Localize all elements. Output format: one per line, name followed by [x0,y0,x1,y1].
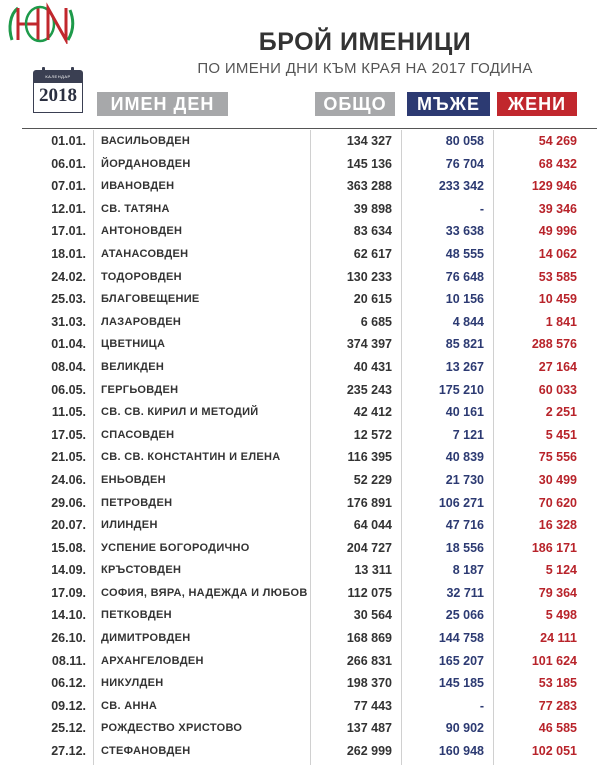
row-name-day: СВ. АННА [101,699,158,712]
row-women: 288 576 [531,337,577,352]
table-row [0,650,605,673]
row-total: 134 327 [346,134,392,148]
row-women: 60 033 [538,382,577,397]
row-date: 24.02. [51,269,86,284]
table-row [0,379,605,402]
row-women: 54 269 [538,134,577,148]
row-date: 18.01. [51,246,86,261]
row-date: 21.05. [51,450,86,465]
table-row [0,243,605,266]
row-women: 79 364 [538,585,577,600]
row-women: 14 062 [538,246,577,261]
row-men: 21 730 [445,472,484,487]
row-women: 27 164 [538,359,577,374]
row-date: 09.12. [51,698,86,713]
row-men: 47 716 [445,518,484,533]
table-row [0,356,605,379]
name-day-table [0,130,605,763]
row-date: 17.05. [51,427,86,442]
row-total: 6 685 [360,314,392,329]
row-total: 62 617 [353,246,392,261]
row-name-day: ПЕТРОВДЕН [101,496,173,509]
row-men: 106 271 [438,495,484,510]
row-date: 25.12. [51,721,86,736]
column-header-name-day: ИМЕН ДЕН [97,92,228,116]
row-women: 10 459 [538,292,577,307]
row-date: 01.04. [51,337,86,352]
table-row [0,198,605,221]
table-row [0,582,605,605]
row-women: 186 171 [531,540,577,555]
row-name-day: КРЪСТОВДЕН [101,564,182,577]
row-date: 27.12. [51,744,86,759]
row-men: 13 267 [445,359,484,374]
header-divider [22,128,597,129]
row-total: 40 431 [353,359,392,374]
row-women: 101 624 [531,653,577,668]
row-total: 116 395 [347,450,392,465]
row-name-day: ТОДОРОВДЕН [101,270,182,283]
row-men: 76 648 [445,269,484,284]
row-date: 12.01. [51,201,86,216]
table-row [0,695,605,718]
row-men: 233 342 [438,179,484,194]
row-women: 129 946 [531,179,577,194]
row-men: 32 711 [446,585,484,600]
row-total: 235 243 [346,382,392,397]
table-row [0,672,605,695]
row-date: 08.04. [51,359,86,374]
row-total: 64 044 [353,518,392,533]
row-name-day: ВЕЛИКДЕН [101,360,165,373]
table-row [0,175,605,198]
row-men: 80 058 [445,134,484,148]
row-men: 40 839 [445,450,484,465]
row-men: 165 207 [438,653,484,668]
row-total: 176 891 [346,495,392,510]
table-row [0,717,605,740]
row-men: 85 821 [445,337,484,352]
row-total: 13 311 [354,563,392,578]
nsi-logo [4,2,76,44]
row-date: 06.05. [51,382,86,397]
table-row [0,514,605,537]
column-header-men: МЪЖЕ [407,92,490,116]
row-women: 70 620 [538,495,577,510]
row-date: 11.05. [51,405,86,420]
row-name-day: ИЛИНДЕН [101,519,158,532]
row-date: 08.11. [51,653,86,668]
row-name-day: ЦВЕТНИЦА [101,338,166,351]
row-men: 48 555 [445,246,484,261]
table-row [0,266,605,289]
table-row [0,424,605,447]
row-name-day: ДИМИТРОВДЕН [101,632,191,645]
row-name-day: АНТОНОВДЕН [101,225,183,238]
row-total: 20 615 [353,292,392,307]
row-women: 53 185 [538,676,577,691]
row-name-day: ВАСИЛЬОВДЕН [101,135,191,147]
row-men: 160 948 [438,744,484,759]
table-row [0,559,605,582]
row-name-day: ЕНЬОВДЕН [101,473,166,486]
row-name-day: СВ. ТАТЯНА [101,202,170,215]
row-total: 168 869 [346,631,392,646]
row-name-day: СВ. СВ. КОНСТАНТИН И ЕЛЕНА [101,451,281,464]
row-total: 266 831 [346,653,392,668]
row-total: 112 075 [347,585,392,600]
row-women: 1 841 [545,314,577,329]
row-date: 24.06. [51,472,86,487]
page-title: БРОЙ ИМЕНИЦИ [258,28,472,56]
row-name-day: БЛАГОВЕЩЕНИЕ [101,293,200,306]
row-women: 46 585 [538,721,577,736]
table-row [0,446,605,469]
table-row [0,469,605,492]
row-men: 76 704 [445,156,484,171]
row-date: 14.10. [51,608,86,623]
row-date: 25.03. [51,292,86,307]
row-women: 53 585 [538,269,577,284]
row-total: 262 999 [346,744,392,759]
row-men: 7 121 [452,427,484,442]
table-row [0,492,605,515]
page-subtitle: ПО ИМЕНИ ДНИ КЪМ КРАЯ НА 2017 ГОДИНА [197,60,533,77]
row-women: 75 556 [538,450,577,465]
row-total: 198 370 [346,676,392,691]
row-total: 42 412 [353,405,392,420]
row-date: 07.01. [51,179,86,194]
table-row [0,740,605,763]
table-row [0,627,605,650]
table-row [0,153,605,176]
row-total: 12 572 [353,427,392,442]
row-total: 30 564 [353,608,392,623]
table-row [0,220,605,243]
calendar-icon [33,70,83,114]
row-date: 06.12. [51,676,86,691]
row-men: 25 066 [445,608,484,623]
row-men: 4 844 [452,314,484,329]
row-men: - [479,201,484,216]
row-men: 8 187 [452,563,484,578]
row-men: 175 210 [438,382,484,397]
row-women: 30 499 [538,472,577,487]
row-name-day: ЙОРДАНОВДЕН [101,157,191,170]
row-name-day: РОЖДЕСТВО ХРИСТОВО [101,722,243,735]
table-row [0,333,605,356]
row-total: 145 136 [346,156,392,171]
row-date: 14.09. [51,563,86,578]
row-men: 40 161 [445,405,484,420]
table-row [0,311,605,334]
row-men: 18 556 [445,540,484,555]
row-men: 33 638 [445,224,484,239]
table-row [0,604,605,627]
row-women: 68 432 [538,156,577,171]
row-women: 2 251 [545,405,577,420]
row-men: 144 758 [438,631,484,646]
row-date: 06.01. [51,156,86,171]
row-total: 77 443 [353,698,392,713]
row-total: 130 233 [346,269,392,284]
row-name-day: ИВАНОВДЕН [101,180,175,193]
row-total: 374 397 [346,337,392,352]
row-women: 5 124 [545,563,577,578]
row-name-day: СПАСОВДЕН [101,428,175,441]
row-name-day: СОФИЯ, ВЯРА, НАДЕЖДА И ЛЮБОВ [101,586,308,599]
row-women: 24 111 [540,631,577,646]
row-name-day: СВ. СВ. КИРИЛ И МЕТОДИЙ [101,406,259,419]
row-date: 31.03. [51,314,86,329]
calendar-label: КАЛЕНДАР [45,74,71,79]
row-men: 145 185 [438,676,484,691]
row-name-day: СТЕФАНОВДЕН [101,745,191,758]
row-women: 16 328 [538,518,577,533]
row-women: 49 996 [538,224,577,239]
row-name-day: АТАНАСОВДЕН [101,247,189,260]
table-row [0,288,605,311]
table-row [0,401,605,424]
row-date: 17.09. [51,585,86,600]
table-row [0,537,605,560]
row-date: 17.01. [51,224,86,239]
row-total: 52 229 [353,472,392,487]
row-women: 5 451 [545,427,577,442]
row-name-day: УСПЕНИЕ БОГОРОДИЧНО [101,541,250,554]
row-total: 83 634 [353,224,392,239]
column-header-total: ОБЩО [315,92,395,116]
row-men: - [479,698,484,713]
row-total: 137 487 [346,721,392,736]
row-date: 15.08. [51,540,86,555]
row-date: 01.01. [51,134,86,148]
row-name-day: ПЕТКОВДЕН [101,609,172,622]
row-women: 5 498 [545,608,577,623]
row-date: 29.06. [51,495,86,510]
row-name-day: ЛАЗАРОВДЕН [101,315,182,328]
row-women: 39 346 [538,201,577,216]
column-header-women: ЖЕНИ [497,92,577,116]
row-date: 26.10. [51,631,86,646]
row-name-day: АРХАНГЕЛОВДЕН [101,654,204,667]
row-date: 20.07. [51,518,86,533]
table-row [0,130,605,153]
row-total: 39 898 [353,201,392,216]
row-total: 363 288 [346,179,392,194]
row-name-day: НИКУЛДЕН [101,677,164,690]
row-women: 102 051 [531,744,577,759]
calendar-year: 2018 [39,85,77,106]
row-name-day: ГЕРГЬОВДЕН [101,383,179,396]
row-men: 90 902 [445,721,484,736]
row-men: 10 156 [445,292,484,307]
row-total: 204 727 [346,540,392,555]
row-women: 77 283 [538,698,577,713]
